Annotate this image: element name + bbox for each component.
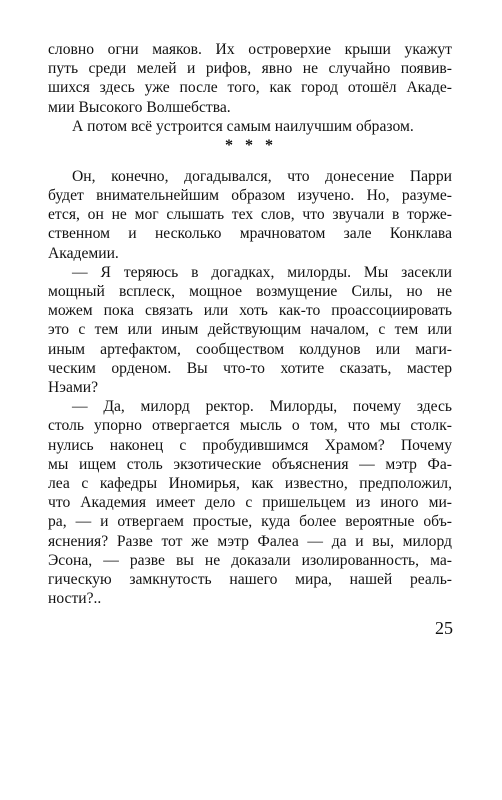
text-line: можем пока связать или хоть как-то проассоциировать [48, 302, 452, 320]
text-line: шихся здесь уже после того, как город отошёл Акаде- [48, 79, 452, 97]
text-line: — Я теряюсь в догадках, милорды. Мы засекли [72, 263, 452, 281]
text-line: Академии. [48, 244, 119, 262]
text-line: словно огни маяков. Их островерхие крыши укажут [48, 41, 452, 58]
text-line: гическую замкнутость нашего мира, нашей реаль- [48, 570, 452, 588]
text-line: нулись наконец с пробудившимся Храмом? Почему [48, 436, 452, 454]
text-line: ра, — и отвергаем простые, куда более вероятные объ- [48, 513, 452, 531]
text-line: это с тем или иным действующим началом, с тем или [48, 321, 452, 339]
text-line: что Академия имеет дело с пришельцем из иного ми- [48, 494, 452, 512]
text-line: яснения? Разве тот же мэтр Фалеа — да и вы, милорд [48, 532, 452, 550]
section-separator: * * * [225, 137, 277, 154]
text-line: — Да, милорд ректор. Милорды, почему здесь [72, 398, 452, 416]
text-line: будет внимательнейшим образом изучено. Но, разуме- [48, 186, 452, 204]
text-line: мии Высокого Волшебства. [48, 98, 231, 116]
text-line: Эсона, — разве вы не доказали изолированность, ма- [48, 551, 452, 569]
text-line: мы ищем столь экзотические объяснения — мэтр Фа- [48, 455, 452, 473]
page-number: 25 [435, 618, 453, 639]
text-line: леа с кафедры Иномирья, как известно, предположил, [48, 474, 452, 492]
text-line: путь среди мелей и рифов, явно не случайно появив- [48, 60, 452, 78]
text-line: ческим орденом. Вы что-то хотите сказать, мастер [48, 359, 452, 377]
text-line: ственном и несколько мрачноватом зале Конклава [48, 225, 452, 243]
text-line: ется, он не мог слышать тех слов, что звучали в торже- [48, 206, 452, 224]
text-line: А потом всё устроится самым наилучшим образом. [72, 117, 414, 135]
text-line: иным артефактом, сообществом колдунов или маги- [48, 340, 452, 358]
text-line: Нэами? [48, 378, 99, 396]
text-line: ности?.. [48, 590, 102, 608]
text-line: столь упорно отвергается мысль о том, что мы столк- [48, 417, 452, 435]
text-line: мощный всплеск, мощное возмущение Силы, но не [48, 282, 452, 300]
text-line: Он, конечно, догадывался, что донесение Парри [72, 167, 452, 185]
